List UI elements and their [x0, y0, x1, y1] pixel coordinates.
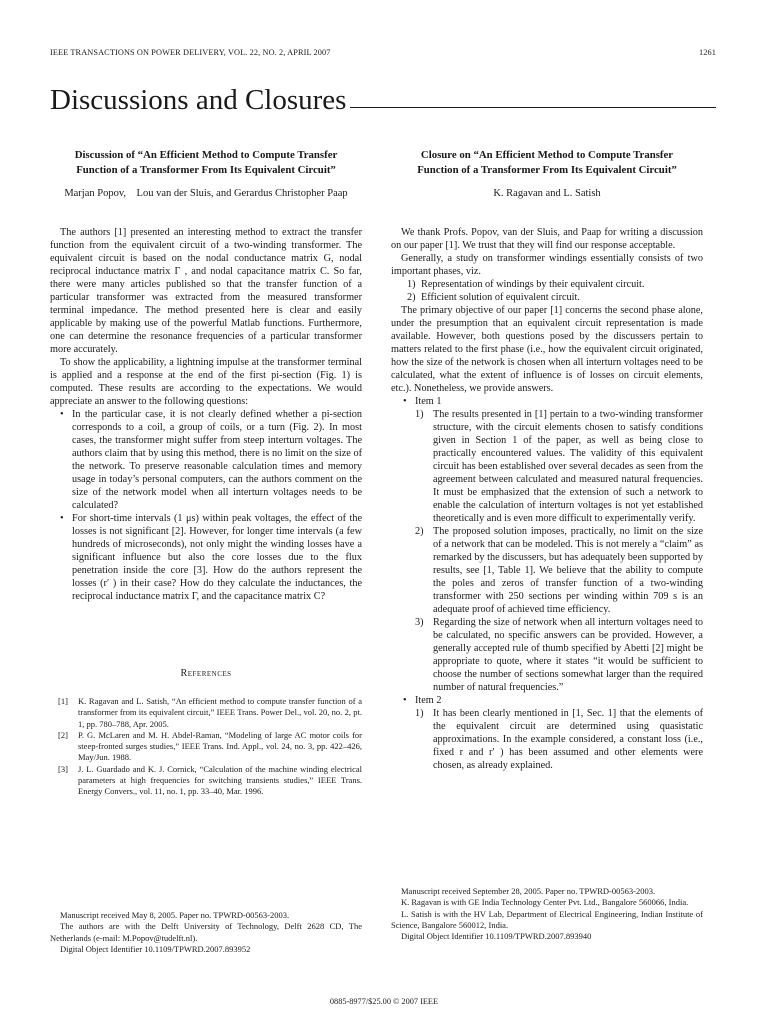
item1-answers	[391, 408, 703, 694]
answer-number: 1)	[415, 708, 424, 719]
reference-item	[50, 696, 362, 730]
reference-number: [1]	[58, 696, 68, 706]
reference-number: [2]	[58, 729, 68, 740]
discussion-title-line: Function of a Transformer From Its Equivalent Circuit”	[76, 164, 336, 176]
item2-heading: • Item 2	[391, 694, 703, 707]
closure-paragraph: Generally, a study on transformer windings essentially consists of two important phases, viz.	[391, 253, 703, 277]
answer-number: 3)	[415, 617, 424, 628]
phase-item	[391, 291, 703, 304]
closure-title	[391, 148, 703, 178]
reference-text: K. Ragavan and L. Satish, “An efficient method to compute transfer function of a transformer from its equivalent circuit,” IEEE Trans. Power Del., vol. 20, no. 2, pt. 1, pp. 780–788, Apr. 2005.	[78, 696, 362, 729]
page-number: 1261	[699, 48, 716, 57]
reference-item	[50, 764, 362, 798]
discussion-column	[50, 148, 362, 798]
running-head	[50, 48, 716, 57]
question-item: • In the particular case, it is not clearly defined whether a pi-section corresponds to a coil, a group of coils, or a turn (Fig. 2). In most cases, the transformer might suffer from steep interturn voltages. The authors claim that by using this method, there is no limit on the size of the network. To preserve reasonable calculation times and memory usage in today’s personal computers, can the authors comment on the size of the network model when all interturn voltages needs to be calculated?	[60, 408, 362, 512]
answer-text: It has been clearly mentioned in [1, Sec. 1] that the elements of the equivalent circuit are determined using quasistatic approximations. In the example considered, a constant loss (i.e., fixed r and r′ ) has been assumed and other elements were chosen, as already explained.	[433, 708, 703, 771]
section-heading: Discussions and Closures	[50, 84, 347, 116]
references-list	[50, 696, 362, 798]
closure-paragraph: We thank Profs. Popov, van der Sluis, and Paap for writing a discussion on our paper [1]. We trust that they will find our response acceptable.	[391, 227, 703, 251]
title-rule	[350, 107, 716, 108]
discussion-paragraph: To show the applicability, a lightning impulse at the transformer terminal is applied and a response at the end of the first pi-section (Fig. 1) is computed. These results are according to the expectations. We would appreciate an answer to the following questions:	[50, 357, 362, 407]
footnote: Digital Object Identifier 10.1109/TPWRD.2007.893952	[60, 943, 251, 954]
footnote: K. Ragavan is with GE India Technology Center Pvt. Ltd., Bangalore 560066, India.	[401, 897, 689, 908]
copyright-line: 0885-8977/$25.00 © 2007 IEEE	[329, 997, 439, 1006]
closure-column	[391, 148, 703, 772]
answer-text: Regarding the size of network when all interturn voltages need to be calculated, no specific answers can be provided. However, a generally accepted rule of thumb specified by Abetti [2] might be appropriate to quote, where it states “it would be sufficient to choose the number of sections somewhat larger than the required number of natural frequencies.”	[433, 617, 703, 693]
phase-number: 1)	[407, 279, 416, 290]
closure-title-line: Closure on “An Efficient Method to Compute Transfer	[420, 149, 674, 161]
phase-text: Efficient solution of equivalent circuit.	[421, 292, 580, 303]
section-title	[50, 84, 716, 117]
answer-item	[415, 707, 703, 772]
reference-item	[50, 730, 362, 764]
answer-text: The results presented in [1] pertain to a two-winding transformer structure, with the circuit elements chosen to satisfy conditions given in Section 1 of the paper, as well as being close to practically encountered values. The validity of this equivalent circuit has been established over several decades as seen from the agreement between calculated and measured natural frequencies. It must be emphasized that the extension of such a network to enable the calculation of interturn voltages is not yet established theoretically and is even more difficult to experimentally verify.	[433, 409, 703, 524]
discussion-paragraph: The authors [1] presented an interesting method to extract the transfer function from the equivalent circuit of a two-winding transformer. The equivalent circuit is based on the nodal conductance matrix G, nodal reciprocal inductance matrix Γ , and nodal capacitance matrix C. So far, there were many articles published so that the transfer function of a particular transformer was extracted from the measured transformer terminal impedance. The method presented here is clear and easily applicable by making use of the powerful Matlab functions. Furthermore, one can determine the resonance frequencies of a particular transformer more accurately.	[50, 227, 362, 355]
answer-text: The proposed solution imposes, practically, no limit on the size of a network that can be modeled. This is not merely a “claim” as remarked by the discussers, but has adequately been supported by results, see [1, Table 1]. We believe that the ability to compute the poles and zeros of transfer function of a two-winding transformer with 250 sections per winding within 709 s is an adequate proof of achieved time efficiency.	[433, 526, 703, 615]
phase-item	[391, 278, 703, 291]
reference-number: [3]	[58, 763, 68, 774]
discussion-footnotes	[50, 910, 362, 955]
reference-text: J. L. Guardado and K. J. Cornick, “Calculation of the machine winding electrical parameters at high frequencies for switching transients studies,” IEEE Trans. Energy Convers., vol. 11, no. 1, pp. 33–40, Mar. 1996.	[78, 763, 362, 797]
discussion-title	[50, 148, 362, 178]
reference-text: P. G. McLaren and M. H. Abdel-Raman, “Modeling of large AC motor coils for steep-fronted surges studies,” IEEE Trans. Ind. Appl., vol. 24, no. 3, pp. 422–426, May/Jun. 1988.	[78, 729, 362, 763]
question-item: • For short-time intervals (1 μs) within peak voltages, the effect of the losses is not significant [2]. However, for longer time intervals (a few hundreds of microseconds), not only might the winding losses have a significant influence but also the core losses due to the flux penetration inside the core [3]. How do the authors represent the losses (r′ ) in their case? How do they calculate the inductances, the reciprocal inductance matrix Γ, and the capacitance matrix C?	[60, 512, 362, 603]
answer-item	[415, 616, 703, 694]
footnote: Manuscript received May 8, 2005. Paper no. TPWRD-00563-2003.	[60, 910, 290, 920]
answer-item	[415, 525, 703, 616]
answer-number: 2)	[415, 526, 424, 537]
phase-text: Representation of windings by their equivalent circuit.	[421, 279, 645, 290]
journal-info: IEEE TRANSACTIONS ON POWER DELIVERY, VOL. 22, NO. 2, APRIL 2007	[50, 48, 331, 57]
discussion-title-line: Discussion of “An Efficient Method to Compute Transfer	[74, 149, 338, 161]
item1-heading: • Item 1	[391, 395, 703, 408]
footnote: Digital Object Identifier 10.1109/TPWRD.2007.893940	[401, 931, 592, 942]
footnote: L. Satish is with the HV Lab, Department of Electrical Engineering, Indian Institute of Science, Bangalore 560012, India.	[391, 908, 703, 930]
footnote: Manuscript received September 28, 2005. Paper no. TPWRD-00563-2003.	[401, 886, 656, 896]
closure-authors: K. Ragavan and L. Satish	[493, 188, 601, 199]
closure-paragraph: The primary objective of our paper [1] concerns the second phase alone, under the presumption that an equivalent circuit representation is made available. However, both questions posed by the discussers pertain to matters related to the first phase (i.e., how the equivalent circuit originated, how the size of the network is chosen when all interturn voltages need to be calculated, what the extent of influence is of losses on circuit elements, etc.). Nonetheless, we provide answers.	[391, 305, 703, 394]
answer-number: 1)	[415, 409, 424, 420]
references-heading: References	[180, 668, 232, 679]
closure-title-line: Function of a Transformer From Its Equivalent Circuit”	[417, 164, 677, 176]
phase-number: 2)	[407, 292, 416, 303]
closure-footnotes	[391, 886, 703, 942]
discussion-authors: Marjan Popov, Lou van der Sluis, and Gerardus Christopher Paap	[64, 188, 348, 199]
footnote: The authors are with the Delft University of Technology, Delft 2628 CD, The Netherlands (e-mail: M.Popov@tudelft.nl).	[50, 921, 362, 943]
discussion-questions	[50, 408, 362, 603]
item2-answers	[391, 707, 703, 772]
answer-item	[415, 408, 703, 525]
phases-list	[391, 278, 703, 304]
